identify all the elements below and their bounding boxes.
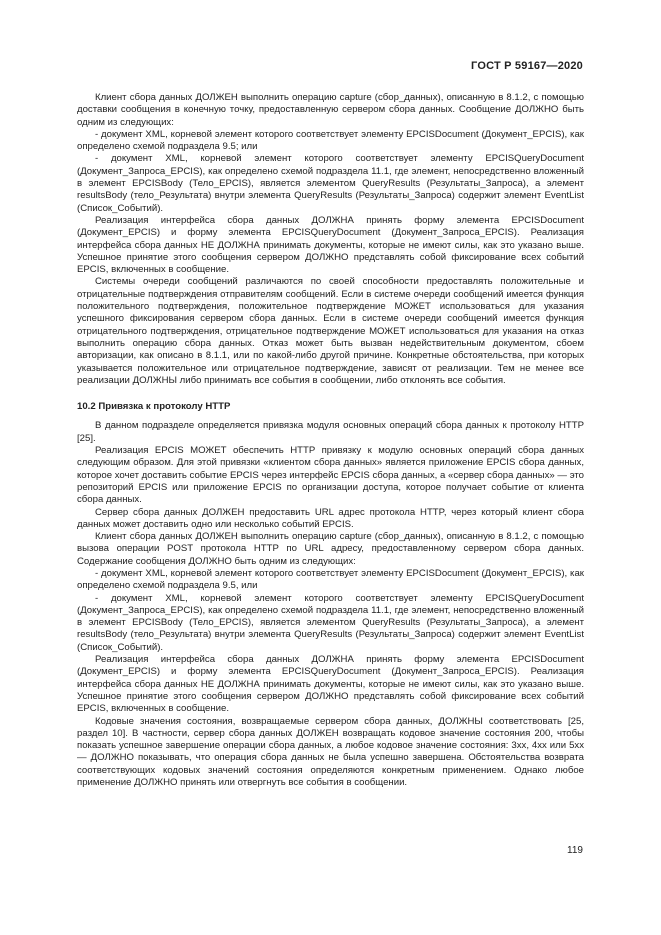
list-item: - документ XML, корневой элемент которого соответствует элементу EPCISDocument (Документ_EPCIS), как определено схемой подраздела 9.5, или	[77, 567, 584, 592]
paragraph: Сервер сбора данных ДОЛЖЕН предоставить URL адрес протокола HTTP, через который клиент сбора данных может доставить одно или несколько событий EPCIS.	[77, 506, 584, 530]
section-title: 10.2 Привязка к протоколу HTTP	[77, 401, 231, 413]
list-item: - документ XML, корневой элемент которого соответствует элементу EPCISDocument (Документ_EPCIS), как определено схемой подраздела 9.5; или	[77, 128, 584, 153]
paragraph: Реализация интерфейса сбора данных ДОЛЖНА принять форму элемента EPCISDocument (Документ_EPCIS) и форму элемента EPCISQueryDocument (Документ_Запроса_EPCIS). Реализация интерфейса сбора данных НЕ ДОЛЖНА принимать документы, которые не имеют силы, как это указано выше. Успешное принятие этого сообщения сервером ДОЛЖНО представлять собой фиксирование всех событий EPCIS, включенных в сообщение.	[77, 654, 584, 715]
list-item: - документ XML, корневой элемент которого соответствует элементу EPCISQueryDocument (Документ_Запроса_EPCIS), как определено схемой подраздела 11.1, где элемент, непосредственно вложенный в элемент EPCISBody (Тело_EPCIS), является элементом QueryResults (Результаты_Запроса), а элемент resultsBody (тело_Результата) внутри элемента QueryResults (Результаты_Запроса) содержит элемент EventList (Список_Событий).	[77, 153, 584, 214]
paragraph: Клиент сбора данных ДОЛЖЕН выполнить операцию capture (сбор_данных), описанную в 8.1.2, с помощью доставки сообщения в конечную точку, предоставленную сервером сбора данных. Сообщение ДОЛЖНО быть одним из следующих:	[77, 92, 584, 128]
paragraph: В данном подразделе определяется привязка модуля основных операций сбора данных к протоколу HTTP [25].	[77, 420, 584, 444]
page-content	[77, 92, 584, 789]
paragraph: Системы очереди сообщений различаются по своей способности предоставлять положительные и отрицательные подтверждения отправителям сообщений. Если в системе очереди сообщений имеется функция положительного подтверждения, положительное подтверждение МОЖЕТ использоваться для указания успешного фиксирования сервером сбора данных. Если в системе очереди сообщений имеется функция отрицательного подтверждения, отрицательное подтверждение МОЖЕТ использоваться для указания на отказ выполнить операцию сбора данных. Отказ может быть вызван недействительным документом, сбоем авторизации, как описано в 8.1.1, или по какой-либо другой причине. Конкретные обстоятельства, при которых указывается положительное или отрицательное подтверждение, зависят от реализации. Тем не менее все реализации ДОЛЖНЫ либо принимать все события в сообщении, либо отклонять все события.	[77, 276, 584, 386]
paragraph: Реализация интерфейса сбора данных ДОЛЖНА принять форму элемента EPCISDocument (Документ_EPCIS) и форму элемента EPCISQueryDocument (Документ_Запроса_EPCIS). Реализация интерфейса сбора данных НЕ ДОЛЖНА принимать документы, которые не имеют силы, как это указано выше. Успешное принятие этого сообщения сервером ДОЛЖНО представлять собой фиксирование всех событий EPCIS, включенных в сообщение.	[77, 214, 584, 276]
list-item: - документ XML, корневой элемент которого соответствует элементу EPCISQueryDocument (Документ_Запроса_EPCIS), как определено схемой подраздела 11.1, где элемент, непосредственно вложенный в элемент EPCISBody (Тело_EPCIS), является элементом QueryResults (Результаты_Запроса), а элемент resultsBody (тело_Результата) внутри элемента QueryResults (Результаты_Запроса) содержит элемент EventList (Список_Событий).	[77, 592, 584, 653]
paragraph: Кодовые значения состояния, возвращаемые сервером сбора данных, ДОЛЖНЫ соответствовать [25, раздел 10]. В частности, сервер сбора данных ДОЛЖЕН возвращать кодовое значение состояния 200, чтобы показать успешное завершение операции сбора данных, а любое кодовое значение состояния: 3xx, 4xx или 5xx — ДОЛЖНО показывать, что операция сбора данных не была успешно завершена. Обстоятельства возврата соответствующих кодовых значений состояния определяются конкретным применением. Однако любое применение ДОЛЖНО принять или отвергнуть все события в сообщении.	[77, 715, 584, 789]
standard-header: ГОСТ Р 59167—2020	[471, 60, 583, 72]
paragraph: Клиент сбора данных ДОЛЖЕН выполнить операцию capture (сбор_данных), описанную в 8.1.2, с помощью вызова операции POST протокола HTTP по URL адресу, предоставленному сервером сбора данных. Содержание сообщения ДОЛЖНО быть одним из следующих:	[77, 531, 584, 567]
paragraph: Реализация EPCIS МОЖЕТ обеспечить HTTP привязку к модулю основных операций сбора данных следующим образом. Для этой привязки «клиентом сбора данных» является приложение EPCIS сбора данных, которое хочет доставить событие EPCIS через интерфейс EPCIS сбора данных, а «сервер сбора данных» — это репозиторий EPCIS или приложение EPCIS по организации доступа, которое получает событие от клиента сбора данных.	[77, 445, 584, 506]
page-number: 119	[567, 845, 583, 856]
